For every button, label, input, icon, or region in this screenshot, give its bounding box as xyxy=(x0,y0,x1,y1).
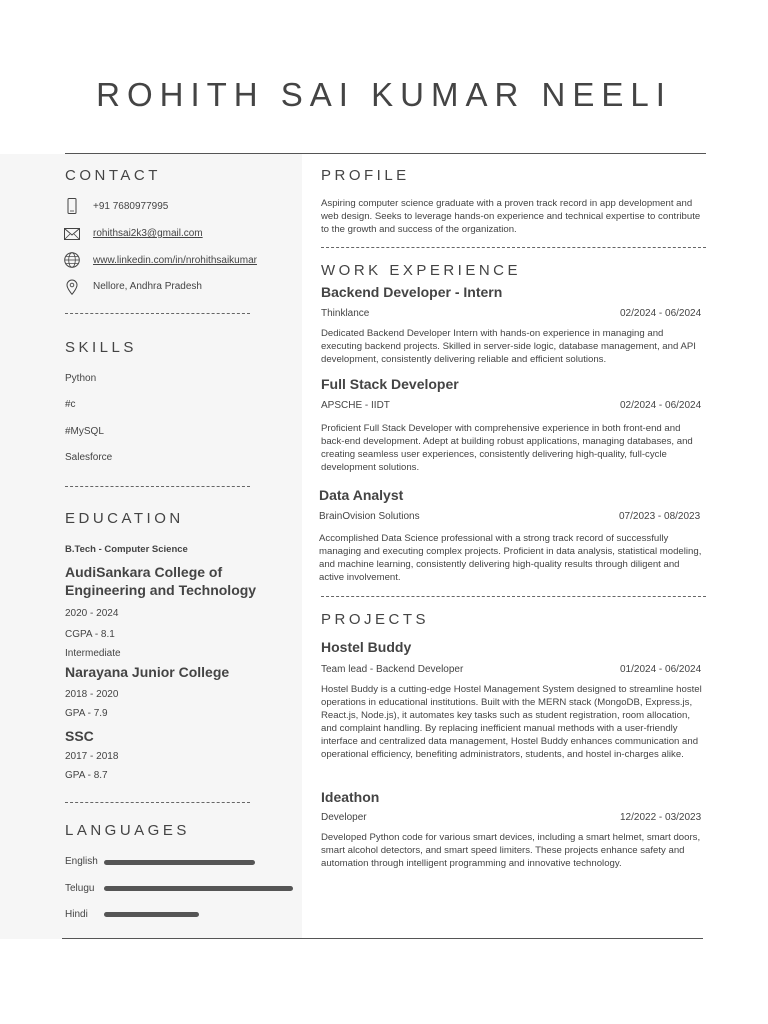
education-divider xyxy=(65,802,250,803)
contact-divider xyxy=(65,313,250,314)
contact-email-link[interactable]: rohithsai2k3@gmail.com xyxy=(93,228,203,239)
education-school: SSC xyxy=(65,728,94,744)
contact-heading: CONTACT xyxy=(65,167,161,184)
language-name: English xyxy=(65,856,98,867)
job-title: Backend Developer - Intern xyxy=(321,284,503,300)
job-dates: 07/2023 - 08/2023 xyxy=(619,511,701,522)
projects-heading: PROJECTS xyxy=(321,611,430,628)
job-company: APSCHE - IIDT xyxy=(321,400,390,411)
project-description: Developed Python code for various smart devices, including a smart helmet, smart doors, smart alcohol detectors, and smart speed limiters. These projects enhance safety and automation through intelligent programming and innovative technology. xyxy=(321,832,701,869)
job-dates: 02/2024 - 06/2024 xyxy=(620,308,702,319)
languages-heading: LANGUAGES xyxy=(65,822,190,839)
contact-linkedin-link[interactable]: www.linkedin.com/in/nrohithsaikumar xyxy=(93,255,257,266)
education-years: 2018 - 2020 xyxy=(65,689,119,700)
language-level-bar xyxy=(104,886,293,891)
language-level-bar xyxy=(104,912,199,917)
email-icon xyxy=(64,226,80,242)
project-dates: 01/2024 - 06/2024 xyxy=(620,664,702,675)
education-heading: EDUCATION xyxy=(65,510,184,527)
education-school: AudiSankara College of Engineering and Technology xyxy=(65,564,257,598)
education-school: Narayana Junior College xyxy=(65,664,230,680)
education-score: GPA - 8.7 xyxy=(65,770,108,781)
phone-icon xyxy=(64,198,80,214)
job-title: Data Analyst xyxy=(319,487,404,503)
education-degree: B.Tech - Computer Science xyxy=(65,544,188,555)
globe-icon xyxy=(64,252,80,268)
resume-name: ROHITH SAI KUMAR NEELI xyxy=(96,76,672,113)
contact-location: Nellore, Andhra Pradesh xyxy=(93,281,202,292)
project-dates: 12/2022 - 03/2023 xyxy=(620,812,702,823)
skills-heading: SKILLS xyxy=(65,339,137,356)
profile-heading: PROFILE xyxy=(321,167,410,184)
work-divider xyxy=(321,596,706,597)
education-score: CGPA - 8.1 xyxy=(65,629,115,640)
project-description: Hostel Buddy is a cutting-edge Hostel Management System designed to streamline hostel operations in educational institutions. Built with the MERN stack (MongoDB, Express.js, React.js, Node.js), it automates key tasks such as student registration, room allocation, and complaint handling. By replacing inefficient manual methods with a user-friendly interface and centralized data management, Hostel Buddy enhances communication and operational efficiency, benefiting administrators, students, and hostel in-charges alike. xyxy=(321,684,702,760)
job-description: Accomplished Data Science professional with a strong track record of successfully managing and executing complex projects. Proficient in data analysis, statistical modeling, and machine learning, consistently delivering high-quality results through diligent and active involvement. xyxy=(319,533,702,583)
project-role: Team lead - Backend Developer xyxy=(321,664,464,675)
education-degree: Intermediate xyxy=(65,648,121,659)
language-name: Hindi xyxy=(65,909,88,920)
language-name: Telugu xyxy=(65,883,95,894)
job-company: Thinklance xyxy=(321,308,370,319)
education-score: GPA - 7.9 xyxy=(65,708,108,719)
project-title: Ideathon xyxy=(321,789,380,805)
profile-divider xyxy=(321,247,706,248)
skill-item: #MySQL xyxy=(65,426,104,437)
job-dates: 02/2024 - 06/2024 xyxy=(620,400,702,411)
education-years: 2017 - 2018 xyxy=(65,751,119,762)
job-title: Full Stack Developer xyxy=(321,376,459,392)
skills-divider xyxy=(65,486,250,487)
project-role: Developer xyxy=(321,812,367,823)
job-description: Proficient Full Stack Developer with comprehensive experience in both front-end and back-end development. Adept at building robust applications, managing databases, and creating seamless user experiences, consistently delivering high-quality, full-cycle development solutions. xyxy=(321,423,693,473)
skill-item: Salesforce xyxy=(65,452,113,463)
work-experience-heading: WORK EXPERIENCE xyxy=(321,262,522,279)
contact-phone: +91 7680977995 xyxy=(93,201,169,212)
job-company: BrainOvision Solutions xyxy=(319,511,420,522)
bottom-divider xyxy=(62,938,703,939)
skill-item: #c xyxy=(65,399,76,410)
skill-item: Python xyxy=(65,373,97,384)
language-level-bar xyxy=(104,860,255,865)
job-description: Dedicated Backend Developer Intern with hands-on experience in managing and executing backend projects. Skilled in server-side logic, database management, and API development, consistently delivering reliable and efficient solutions. xyxy=(321,328,696,365)
profile-summary: Aspiring computer science graduate with a proven track record in app development and web design. Seeks to leverage hands-on experience and technical expertise to contribute to the growth and success of the organization. xyxy=(321,198,701,235)
location-pin-icon xyxy=(64,279,80,295)
project-title: Hostel Buddy xyxy=(321,639,412,655)
education-years: 2020 - 2024 xyxy=(65,608,119,619)
